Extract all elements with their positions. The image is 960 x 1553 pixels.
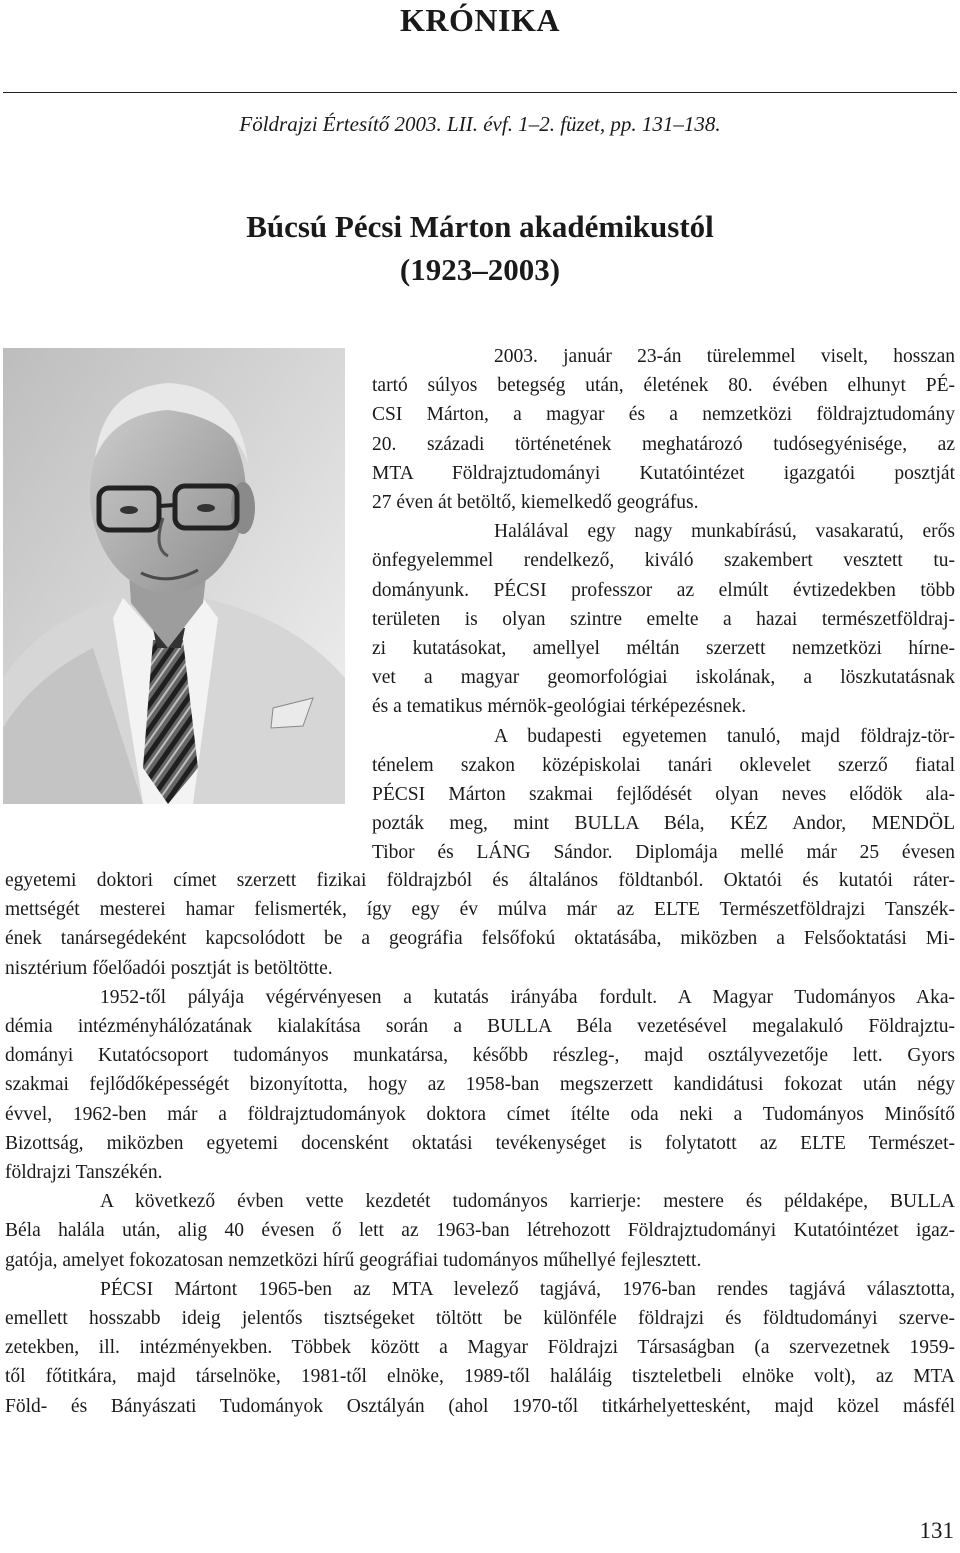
portrait-illustration bbox=[3, 348, 345, 804]
text-line: Béla halála után, alig 40 évesen ő lett az 1963-ban létrehozott Földrajztudományi Kutatóintézet igaz- bbox=[5, 1220, 955, 1242]
full-width-text bbox=[5, 866, 955, 1421]
text-line: től főtitkára, majd társelnöke, 1981-től elnöke, 1989-től haláláig tiszteletbeli elnöke volt), az MTA bbox=[5, 1366, 955, 1388]
text-line: zetekben, ill. intézményekben. Többek között a Magyar Földrajzi Társaságban (a szervezetnek 1959- bbox=[5, 1337, 955, 1359]
text-line: Tibor és LÁNG Sándor. Diplomája mellé már 25 évesen bbox=[372, 842, 955, 864]
text-line: CSI Márton, a magyar és a nemzetközi földrajztudomány bbox=[372, 404, 955, 426]
text-line: szakmai fejlődőképességét bizonyította, hogy az 1958-ban megszerzett kandidátusi fokozat után négy bbox=[5, 1074, 955, 1096]
text-line: PÉCSI Márton szakmai fejlődését olyan neves elődök ala- bbox=[372, 784, 955, 806]
text-line: évvel, 1962-ben már a földrajztudományok doktora címet ítélte oda neki a Tudományos Minősítő bbox=[5, 1103, 955, 1125]
text-line: démia intézményhálózatának kialakítása során a BULLA Béla vezetésével megalakuló Földrajztu- bbox=[5, 1016, 955, 1038]
text-line: ténelem szakon középiskolai tanári oklevelet szerző fiatal bbox=[372, 754, 955, 776]
header-rule bbox=[3, 92, 957, 93]
text-line: A budapesti egyetemen tanuló, majd földrajz-tör- bbox=[494, 725, 955, 747]
article-title-main: Búcsú Pécsi Márton akadémikustól bbox=[246, 209, 714, 244]
text-line: egyetemi doktori címet szerzett fizikai földrajzból és általános földtanból. Oktatói és kutatói ráter- bbox=[5, 870, 955, 891]
text-line: MTA Földrajztudományi Kutatóintézet igazgatói posztját bbox=[372, 462, 955, 484]
right-column-text bbox=[372, 342, 955, 868]
journal-citation: Földrajzi Értesítő 2003. LII. évf. 1–2. füzet, pp. 131–138. bbox=[239, 112, 721, 136]
text-line: pozták meg, mint BULLA Béla, KÉZ Andor, MENDÖL bbox=[372, 813, 955, 835]
text-line: önfegyelemmel rendelkező, kiváló szakembert vesztett tu- bbox=[372, 550, 955, 572]
text-line: Halálával egy nagy munkabírású, vasakaratú, erős bbox=[494, 521, 955, 543]
text-line: 1952-től pályája végérvényesen a kutatás irányába fordult. A Magyar Tudományos Aka- bbox=[100, 986, 955, 1008]
text-line: PÉCSI Mártont 1965-ben az MTA levelező tagjává, 1976-ban rendes tagjává választotta, bbox=[100, 1278, 955, 1300]
section-heading: KRÓNIKA bbox=[400, 2, 560, 38]
text-line: Föld- és Bányászati Tudományok Osztályán (ahol 1970-től titkárhelyettesként, majd közel másfél bbox=[5, 1395, 955, 1417]
portrait-photo bbox=[3, 348, 345, 804]
text-line: vet a magyar geomorfológiai iskolának, a löszkutatásnak bbox=[372, 667, 955, 689]
article-title-dates: (1923–2003) bbox=[399, 252, 561, 287]
text-line: területen is olyan szintre emelte a hazai természetföldraj- bbox=[372, 608, 955, 630]
text-line: A következő évben vette kezdetét tudományos karrierje: mestere és példaképe, BULLA bbox=[100, 1191, 955, 1213]
text-line: nisztérium főelőadói posztját is betöltötte. bbox=[5, 957, 333, 979]
article-title bbox=[0, 205, 960, 291]
page-number: 131 bbox=[919, 1518, 954, 1543]
text-line: gatója, amelyet fokozatosan nemzetközi hírű geográfiai tudományos műhellyé fejlesztett. bbox=[5, 1249, 702, 1271]
text-line: 27 éven át betöltő, kiemelkedő geográfus. bbox=[372, 492, 699, 514]
text-line: dományi Kutatócsoport tudományos munkatársa, később részleg-, majd osztályvezetője lett. Gyors bbox=[5, 1045, 955, 1067]
text-line: földrajzi Tanszékén. bbox=[5, 1162, 163, 1184]
text-line: ének tanársegédeként kapcsolódott be a geográfia felsőfokú oktatásába, miközben a Felsőoktatási Mi- bbox=[5, 928, 955, 950]
text-line: és a tematikus mérnök-geológiai térképezésnek. bbox=[372, 696, 747, 718]
text-line: dományunk. PÉCSI professzor az elmúlt évtizedekben több bbox=[372, 579, 955, 601]
text-line: 2003. január 23-án türelemmel viselt, hosszan bbox=[494, 346, 955, 367]
text-line: emellett hosszabb ideig jelentős tisztségeket töltött be különféle földrajzi és földtudományi szerve- bbox=[5, 1308, 955, 1330]
text-line: zi kutatásokat, amellyel méltán szerzett nemzetközi hírne- bbox=[372, 638, 955, 660]
text-line: Bizottság, miközben egyetemi docensként oktatási tevékenységet is folytatott az ELTE Természet- bbox=[5, 1132, 955, 1154]
text-line: 20. századi történetének meghatározó tudósegyénisége, az bbox=[372, 433, 955, 455]
text-line: mettségét mesterei hamar felismerték, így egy év múlva már az ELTE Természetföldrajzi Tanszék- bbox=[5, 899, 955, 921]
text-line: tartó súlyos betegség után, életének 80. évében elhunyt PÉ- bbox=[372, 375, 955, 397]
